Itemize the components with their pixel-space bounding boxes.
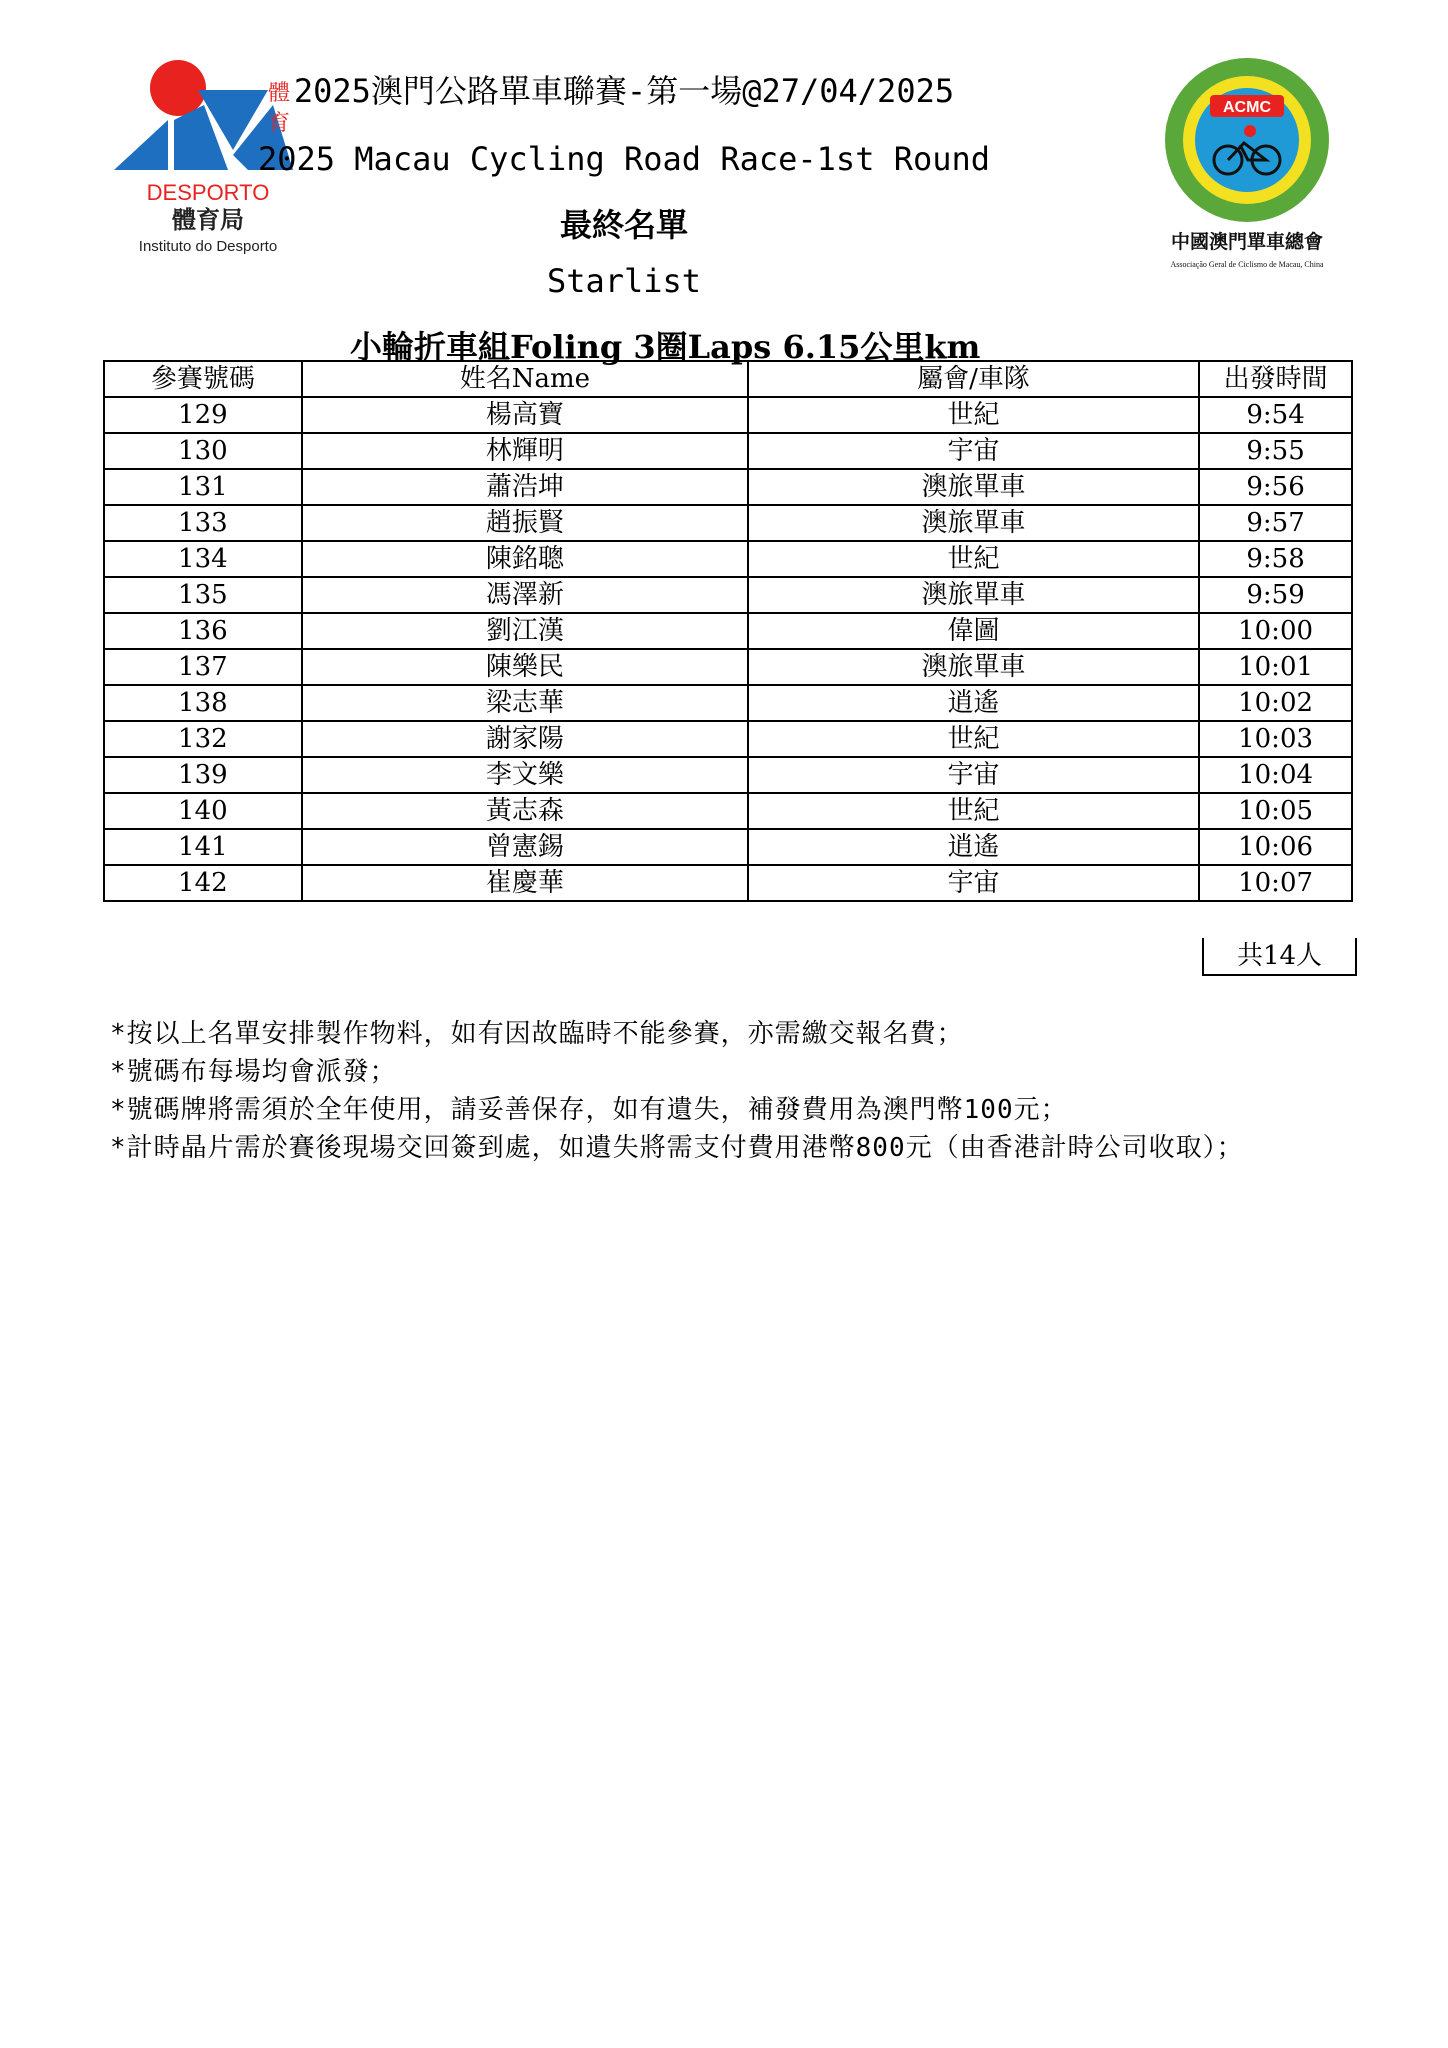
logo-left-brand: DESPORTO — [146, 180, 270, 205]
table-row — [104, 577, 1352, 613]
rider-name-cell: 馮澤新 — [302, 577, 748, 613]
rider-name-cell: 李文樂 — [302, 757, 748, 793]
table-row — [104, 397, 1352, 433]
table-row — [104, 613, 1352, 649]
bib-number-cell: 133 — [104, 505, 302, 541]
subtitle-en: Starlist — [546, 262, 702, 300]
team-cell: 逍遙 — [748, 829, 1199, 865]
start-time-cell: 9:55 — [1199, 433, 1352, 469]
title-en: 2025 Macau Cycling Road Race-1st Round — [257, 140, 991, 178]
logo-left-name-zh: 體育局 — [172, 206, 244, 234]
team-cell: 世紀 — [748, 721, 1199, 757]
note-item: *計時晶片需於賽後現場交回簽到處，如遺失將需支付費用港幣800元（由香港計時公司收取）； — [110, 1133, 1244, 1163]
header-team: 屬會/車隊 — [748, 361, 1199, 397]
bib-number-cell: 131 — [104, 469, 302, 505]
rider-name-cell: 劉江漢 — [302, 613, 748, 649]
bib-number-cell: 139 — [104, 757, 302, 793]
logo-left-char1: 體 — [268, 81, 291, 106]
bib-number-cell: 137 — [104, 649, 302, 685]
rider-name-cell: 黃志森 — [302, 793, 748, 829]
bib-number-cell: 141 — [104, 829, 302, 865]
start-time-cell: 10:01 — [1199, 649, 1352, 685]
start-time-cell: 9:58 — [1199, 541, 1352, 577]
bib-number-cell: 129 — [104, 397, 302, 433]
logo-left-char2: 育 — [268, 111, 291, 136]
start-time-cell: 10:07 — [1199, 865, 1352, 901]
logo-right-name-zh: 中國澳門單車總會 — [1170, 231, 1324, 253]
notes — [110, 1015, 1244, 1167]
start-time-cell: 9:57 — [1199, 505, 1352, 541]
table-row — [104, 829, 1352, 865]
logo-right-name-pt: Associação Geral de Ciclismo de Macau, China — [1170, 260, 1324, 269]
bib-number-cell: 142 — [104, 865, 302, 901]
table-row — [104, 757, 1352, 793]
rider-name-cell: 陳樂民 — [302, 649, 748, 685]
rider-name-cell: 梁志華 — [302, 685, 748, 721]
team-cell: 宇宙 — [748, 757, 1199, 793]
title-zh: 2025澳門公路單車聯賽-第一場@27/04/2025 — [293, 72, 955, 110]
bib-number-cell: 140 — [104, 793, 302, 829]
note-item: *按以上名單安排製作物料，如有因故臨時不能參賽，亦需繳交報名費； — [110, 1019, 964, 1049]
note-item: *號碼布每場均會派發； — [110, 1057, 397, 1087]
rider-name-cell: 楊高寶 — [302, 397, 748, 433]
table-row — [104, 865, 1352, 901]
team-cell: 逍遙 — [748, 685, 1199, 721]
bib-number-cell: 134 — [104, 541, 302, 577]
start-time-cell: 10:03 — [1199, 721, 1352, 757]
table-row — [104, 721, 1352, 757]
team-cell: 澳旅單車 — [748, 505, 1199, 541]
start-time-cell: 10:02 — [1199, 685, 1352, 721]
rider-name-cell: 趙振賢 — [302, 505, 748, 541]
rider-name-cell: 崔慶華 — [302, 865, 748, 901]
team-cell: 偉圖 — [748, 613, 1199, 649]
bib-number-cell: 136 — [104, 613, 302, 649]
total-count: 共14人 — [1202, 938, 1357, 976]
table-header-row — [104, 361, 1352, 397]
team-cell: 澳旅單車 — [748, 577, 1199, 613]
starlist-table — [103, 360, 1353, 902]
start-time-cell: 10:06 — [1199, 829, 1352, 865]
start-time-cell: 9:54 — [1199, 397, 1352, 433]
table-row — [104, 793, 1352, 829]
start-time-cell: 10:00 — [1199, 613, 1352, 649]
table-row — [104, 505, 1352, 541]
team-cell: 世紀 — [748, 541, 1199, 577]
team-cell: 澳旅單車 — [748, 469, 1199, 505]
start-time-cell: 9:59 — [1199, 577, 1352, 613]
start-time-cell: 10:04 — [1199, 757, 1352, 793]
rider-name-cell: 林輝明 — [302, 433, 748, 469]
team-cell: 澳旅單車 — [748, 649, 1199, 685]
table-row — [104, 469, 1352, 505]
team-cell: 宇宙 — [748, 865, 1199, 901]
header-bib-number: 參賽號碼 — [104, 361, 302, 397]
team-cell: 世紀 — [748, 793, 1199, 829]
start-time-cell: 9:56 — [1199, 469, 1352, 505]
table-row — [104, 649, 1352, 685]
rider-name-cell: 蕭浩坤 — [302, 469, 748, 505]
header-start-time: 出發時間 — [1199, 361, 1352, 397]
acmc-badge-text: ACMC — [1223, 99, 1271, 116]
team-cell: 世紀 — [748, 397, 1199, 433]
category-heading: 小輪折車組Foling 3圈Laps 6.15公里km — [350, 328, 981, 366]
header-name: 姓名Name — [302, 361, 748, 397]
bib-number-cell: 135 — [104, 577, 302, 613]
subtitle-zh: 最終名單 — [559, 206, 688, 244]
bib-number-cell: 132 — [104, 721, 302, 757]
logo-left-name-pt: Instituto do Desporto — [138, 238, 278, 255]
rider-name-cell: 陳銘聰 — [302, 541, 748, 577]
bib-number-cell: 130 — [104, 433, 302, 469]
bib-number-cell: 138 — [104, 685, 302, 721]
rider-name-cell: 謝家陽 — [302, 721, 748, 757]
rider-name-cell: 曾憲錫 — [302, 829, 748, 865]
table-row — [104, 541, 1352, 577]
note-item: *號碼牌將需須於全年使用，請妥善保存，如有遺失，補發費用為澳門幣100元； — [110, 1095, 1068, 1125]
team-cell: 宇宙 — [748, 433, 1199, 469]
table-row — [104, 685, 1352, 721]
start-time-cell: 10:05 — [1199, 793, 1352, 829]
table-row — [104, 433, 1352, 469]
